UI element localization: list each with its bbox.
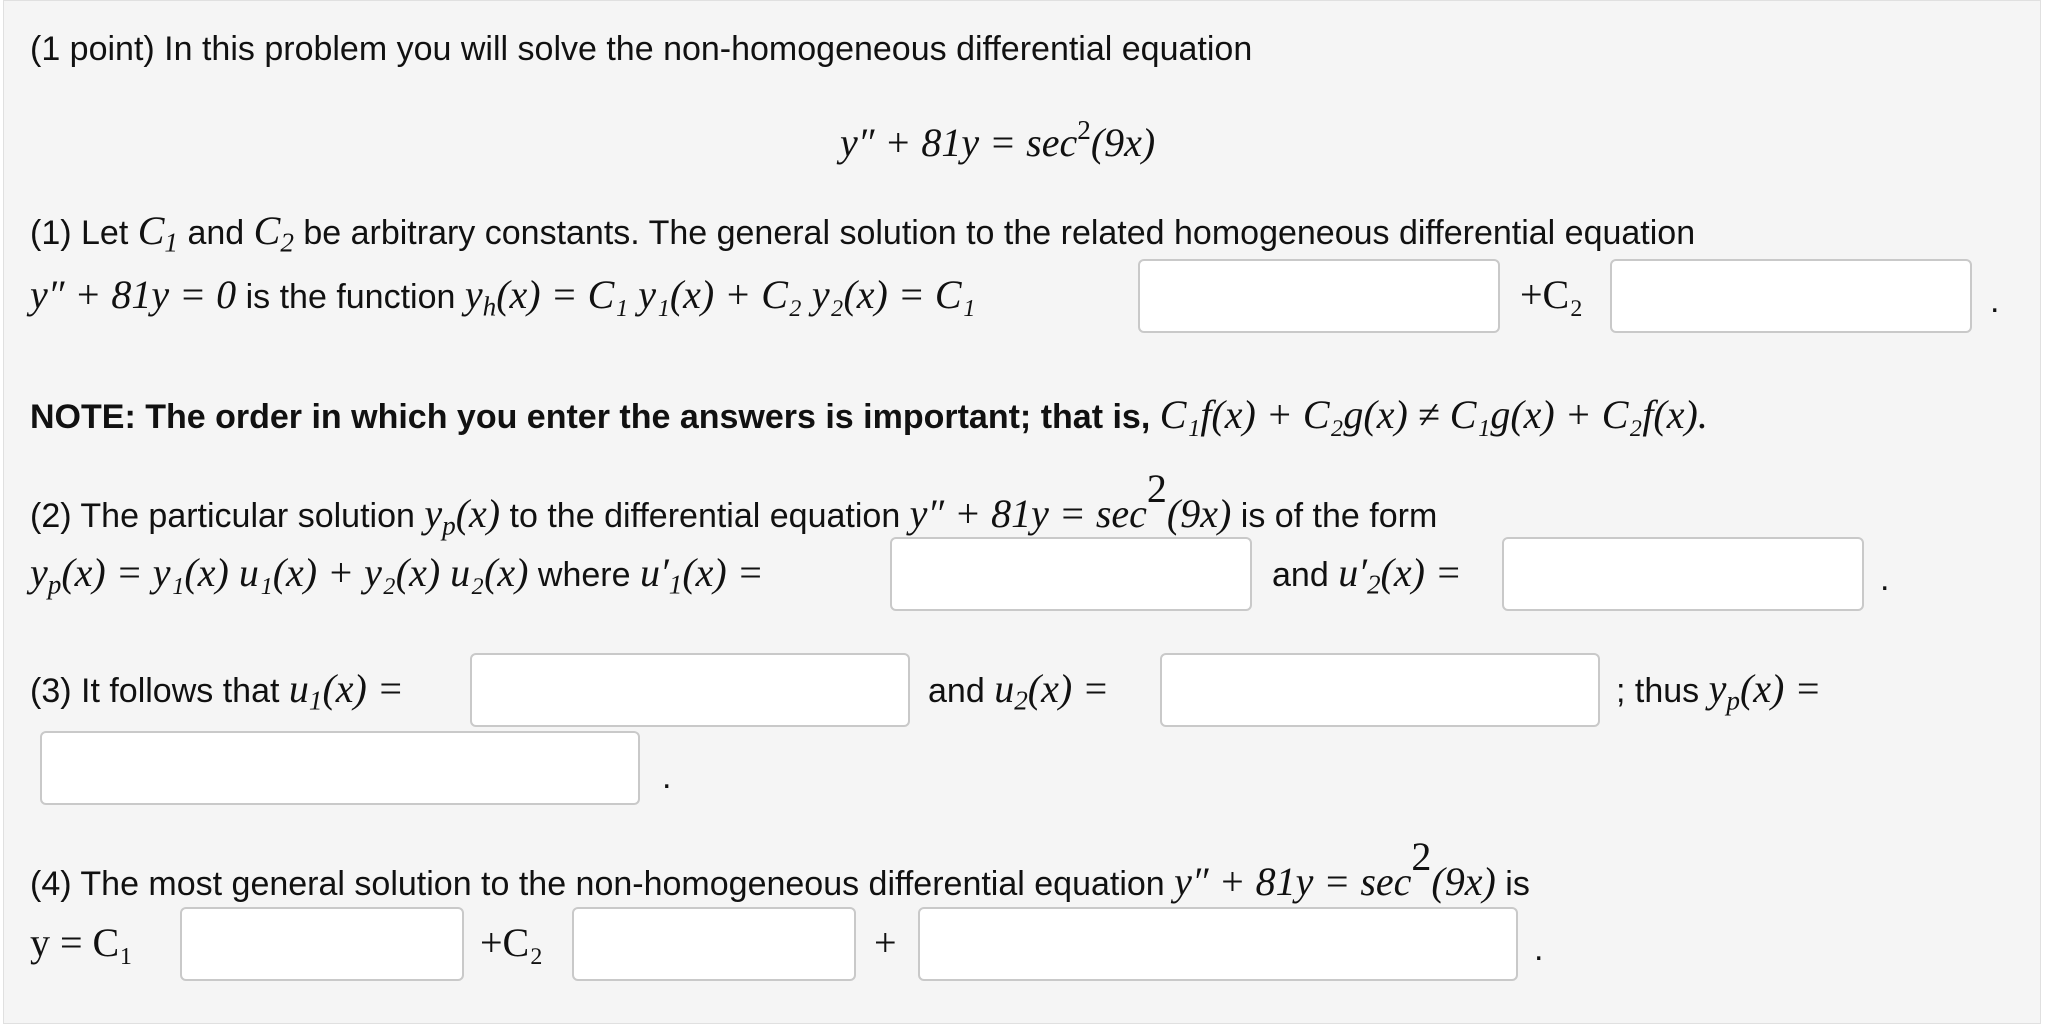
part1-period: . <box>1990 282 2000 320</box>
u1-input[interactable] <box>470 653 910 727</box>
part2-line2: $y_p(x) = y_1(x) u_1(x) + y_2(x)$ u₂(x) where $u'_1(x)$ = <box>30 550 764 600</box>
y-c1-label: y = C₁ <box>30 920 134 965</box>
u1-prime-input[interactable] <box>890 537 1252 611</box>
part3-line1: (3) It follows that $u_1(x)$ = <box>30 666 404 716</box>
general-y2-input[interactable] <box>572 907 856 981</box>
general-plus-label: + <box>874 920 897 965</box>
u2-prime-label: and $u'_2(x)$ = <box>1272 550 1462 600</box>
order-note: NOTE: The order in which you enter the answers is important; that is, C₁f(x) + C₂g(x) ≠ C₁g(x) + C₂f(x). <box>30 392 1708 437</box>
general-plus-c2-label: +C₂ <box>480 920 544 965</box>
problem-panel <box>3 0 2041 1024</box>
general-y1-input[interactable] <box>180 907 464 981</box>
general-yp-input[interactable] <box>918 907 1518 981</box>
yp-input[interactable] <box>40 731 640 805</box>
part2-line1: (2) The particular solution $y_p(x)$ to the differential equation $y'' + 81y = \sec^2(9x)$ is of the form <box>30 466 1438 541</box>
problem-intro: (1 point) In this problem you will solve the non-homogeneous differential equation <box>30 30 1253 68</box>
yp-label: ; thus $y_p(x)$ = <box>1616 666 1822 716</box>
part3-period: . <box>662 758 672 796</box>
plus-c2-label: +C₂ <box>1520 272 1584 317</box>
homogeneous-y2-input[interactable] <box>1610 259 1972 333</box>
part4-period: . <box>1534 930 1544 968</box>
part1-line1: (1) Let $C_1$ and $C_2$ be arbitrary constants. The general solution to the related homogeneous differential equation <box>30 208 1696 258</box>
part4-line1: (4) The most general solution to the non-homogeneous differential equation $y'' + 81y = \sec^2(9x)$ is <box>30 834 1530 904</box>
u2-input[interactable] <box>1160 653 1600 727</box>
part2-period: . <box>1880 560 1890 598</box>
part1-line2: y″ + 81y = 0 is the function $y_h(x) = C_1$ y₁(x) + C₂ y₂(x) = C₁ <box>30 272 976 322</box>
u2-label: and $u_2(x)$ = <box>928 666 1110 716</box>
homogeneous-y1-input[interactable] <box>1138 259 1500 333</box>
u2-prime-input[interactable] <box>1502 537 1864 611</box>
main-equation: $y'' + 81y = \sec^2(9x)$ <box>840 115 1156 165</box>
